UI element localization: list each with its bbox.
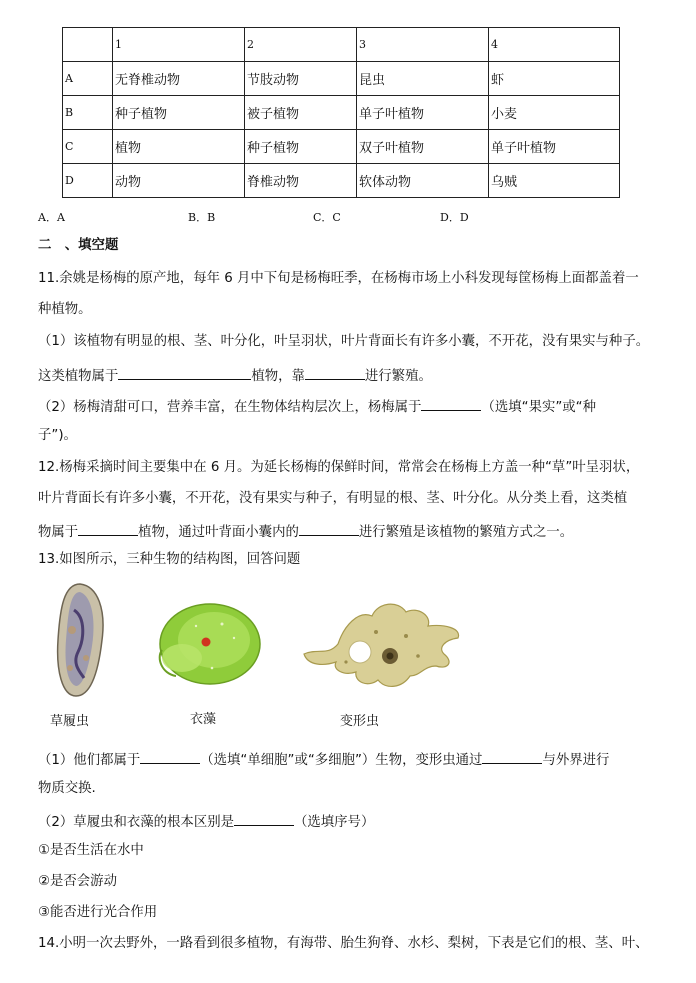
table-cell: C bbox=[63, 130, 113, 164]
table-cell: 双子叶植物 bbox=[357, 130, 489, 164]
table-cell: 昆虫 bbox=[357, 62, 489, 96]
table-cell: D bbox=[63, 164, 113, 198]
text: （2）杨梅清甜可口，营养丰富，在生物体结构层次上，杨梅属于 bbox=[38, 400, 422, 415]
table-header-cell: 3 bbox=[357, 28, 489, 62]
table-header-cell bbox=[63, 28, 113, 62]
text: （选填“果实”或“种 bbox=[481, 400, 597, 415]
q13-option-3: ③能否进行光合作用 bbox=[38, 905, 158, 920]
table-cell: 动物 bbox=[113, 164, 245, 198]
table-cell: A bbox=[63, 62, 113, 96]
table-header-row bbox=[63, 28, 620, 62]
choice-a[interactable]: A．A bbox=[38, 211, 65, 224]
figure-label-paramecium: 草履虫 bbox=[50, 714, 90, 729]
q11-part2-line1 bbox=[38, 397, 596, 416]
table-cell: 虾 bbox=[489, 62, 620, 96]
organism-figures bbox=[40, 580, 480, 730]
q13-option-2: ②是否会游动 bbox=[38, 874, 117, 889]
table-row bbox=[63, 96, 620, 130]
table-header-cell: 1 bbox=[113, 28, 245, 62]
chlamydomonas-image bbox=[152, 598, 262, 690]
answer-blank[interactable] bbox=[140, 750, 200, 764]
q13-part1-line1 bbox=[38, 750, 609, 769]
text: （1）他们都属于 bbox=[38, 753, 141, 768]
table-cell: 乌贼 bbox=[489, 164, 620, 198]
table-cell: B bbox=[63, 96, 113, 130]
table-header-cell: 4 bbox=[489, 28, 620, 62]
q11-part2-line2: 子”)。 bbox=[38, 428, 77, 443]
table-row bbox=[63, 164, 620, 198]
answer-blank[interactable] bbox=[482, 750, 542, 764]
classification-table bbox=[62, 27, 620, 198]
table-cell: 节肢动物 bbox=[245, 62, 357, 96]
text: 进行繁殖。 bbox=[364, 369, 432, 384]
q11-part1-line1: （1）该植物有明显的根、茎、叶分化，叶呈羽状，叶片背面长有许多小囊，不开花，没有果实与种子。 bbox=[38, 334, 650, 349]
text: 进行繁殖是该植物的繁殖方式之一。 bbox=[358, 525, 574, 540]
table-cell: 单子叶植物 bbox=[357, 96, 489, 130]
q13-option-1: ①是否生活在水中 bbox=[38, 843, 144, 858]
answer-blank[interactable] bbox=[299, 522, 359, 536]
table-cell: 软体动物 bbox=[357, 164, 489, 198]
text: 这类植物属于 bbox=[38, 369, 119, 384]
answer-blank[interactable] bbox=[305, 366, 365, 380]
table-cell: 无脊椎动物 bbox=[113, 62, 245, 96]
answer-blank[interactable] bbox=[118, 366, 251, 380]
text: 植物，靠 bbox=[251, 369, 305, 384]
q14-line1: 14.小明一次去野外，一路看到很多植物，有海带、胎生狗脊、水杉、梨树，下表是它们的根、茎、叶、 bbox=[38, 936, 649, 951]
table-header-cell: 2 bbox=[245, 28, 357, 62]
table-row bbox=[63, 62, 620, 96]
q13-line1: 13.如图所示，三种生物的结构图，回答问题 bbox=[38, 552, 301, 567]
choice-b[interactable]: B．B bbox=[188, 211, 216, 224]
answer-blank[interactable] bbox=[234, 812, 294, 826]
answer-blank[interactable] bbox=[421, 397, 481, 411]
table-row bbox=[63, 130, 620, 164]
text: （选填序号） bbox=[294, 815, 375, 830]
table-cell: 种子植物 bbox=[113, 96, 245, 130]
q11-part1-line2 bbox=[38, 366, 432, 385]
figure-label-chlamydomonas: 衣藻 bbox=[190, 712, 217, 727]
text: （2）草履虫和衣藻的根本区别是 bbox=[38, 815, 234, 830]
amoeba-image bbox=[298, 596, 470, 696]
choice-c[interactable]: C．C bbox=[313, 211, 341, 224]
q12-line3 bbox=[38, 522, 573, 541]
text: 物属于 bbox=[38, 525, 79, 540]
q12-line2: 叶片背面长有许多小囊，不开花，没有果实与种子，有明显的根、茎、叶分化。从分类上看，这类植 bbox=[38, 491, 628, 506]
table-cell: 植物 bbox=[113, 130, 245, 164]
paramecium-image bbox=[50, 580, 110, 700]
q11-line1: 11.余姚是杨梅的原产地，每年 6 月中下旬是杨梅旺季，在杨梅市场上小科发现每筐杨梅上面都盖着一 bbox=[38, 271, 639, 286]
table-cell: 脊椎动物 bbox=[245, 164, 357, 198]
figure-label-amoeba: 变形虫 bbox=[340, 714, 380, 729]
section-title: 二 、填空题 bbox=[38, 238, 119, 253]
q13-part1-line2: 物质交换. bbox=[38, 781, 96, 796]
table-cell: 单子叶植物 bbox=[489, 130, 620, 164]
table-cell: 小麦 bbox=[489, 96, 620, 130]
q13-part2 bbox=[38, 812, 374, 831]
table-cell: 种子植物 bbox=[245, 130, 357, 164]
choice-d[interactable]: D．D bbox=[440, 211, 469, 224]
table-cell: 被子植物 bbox=[245, 96, 357, 130]
text: 植物，通过叶背面小囊内的 bbox=[138, 525, 299, 540]
text: 与外界进行 bbox=[542, 753, 610, 768]
text: （选填“单细胞”或“多细胞”）生物，变形虫通过 bbox=[200, 753, 483, 768]
q11-line2: 种植物。 bbox=[38, 302, 92, 317]
q12-line1: 12.杨梅采摘时间主要集中在 6 月。为延长杨梅的保鲜时间，常常会在杨梅上方盖一种“草”叶呈羽状， bbox=[38, 460, 640, 475]
answer-blank[interactable] bbox=[78, 522, 138, 536]
